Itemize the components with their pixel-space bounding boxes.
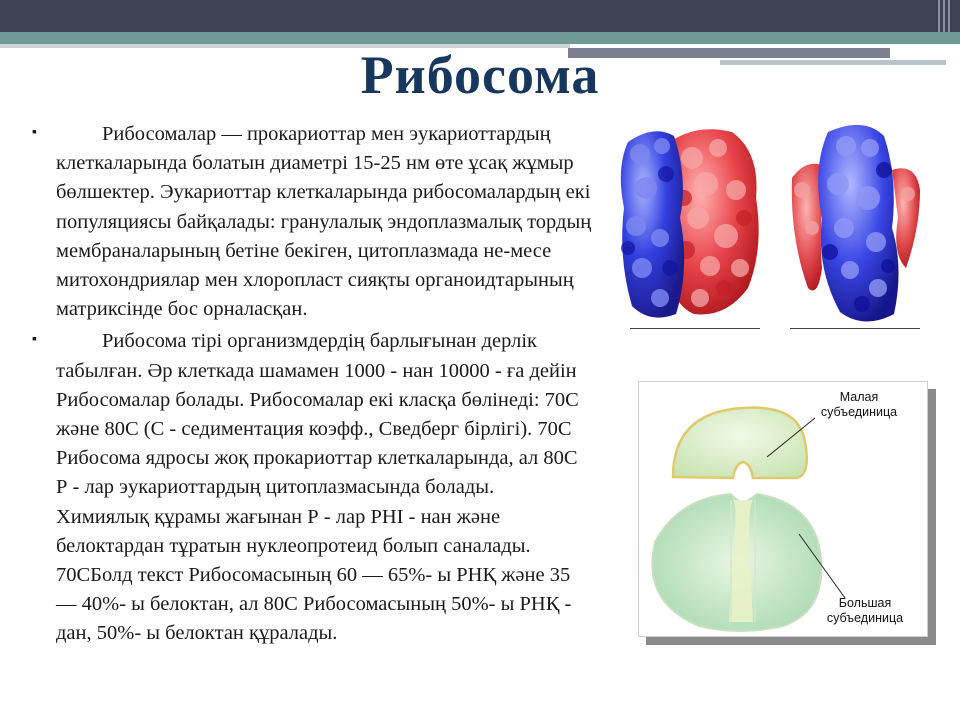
header-teal-band [0, 32, 960, 44]
small-subunit-label [799, 390, 919, 420]
ribosome-3d-model-left [614, 118, 764, 333]
image-baseline-right [790, 328, 920, 329]
paragraph-2-text: Рибосома тірі организмдердің барлығынан дерлік табылған. Әр клеткада шамамен 1000 - нан 10000 - ға дейін Рибосомалар болады. Рибосомалар екі класқа бөлінеді: 70С және 80С (С - седиментация коэфф., Сведберг бірлігі). 70С Рибосома ядросы жоқ прокариоттар клеткаларында, ал 80С Р - лар эукариоттардың цитоплазмасында болады. Химиялық құрамы жағынан Р - лар РНІ - нан және белоктардан тұратын нуклеопротеид болып саналады. 70СБолд текст Рибосомасының 60 — 65%- ы РНҚ және 35 — 40%- ы белоктан, ал 80С Рибосомасының 50%- ы РНҚ - дан, 50%- ы белоктан құралады. [56, 330, 579, 645]
paragraph-2 [32, 327, 592, 648]
image-baseline-left [630, 328, 760, 329]
bullet-icon: ▪ [32, 125, 37, 140]
large-subunit-label-line2: субъединица [826, 611, 904, 625]
ribosome-3d-model-right [788, 118, 932, 333]
slide-title: Рибосома [360, 45, 600, 105]
bullet-icon: ▪ [32, 332, 37, 348]
paragraph-1 [32, 120, 592, 324]
subunit-diagram-frame [638, 381, 928, 637]
small-subunit-shape [673, 408, 807, 478]
large-subunit-label-line1: Большая [838, 596, 892, 610]
small-subunit-label-line2: субъединица [820, 405, 898, 419]
paragraph-1-text: Рибосомалар — прокариоттар мен эукариоттардың клеткаларында болатын диаметрі 15-25 нм өте ұсақ жұмыр бөлшектер. Эукариоттар клеткаларында рибосомалардың екі популяциясы байқалады: гранулалық эндоплазмалық тордың мембраналарының бетіне бекіген, цитоплазмада не-месе митохондриялар мен хлоропласт сияқты органоидтарының матриксінде бос орналасқан. [56, 123, 592, 321]
header-dark-band [0, 0, 960, 32]
body-text [32, 120, 592, 649]
header-corner-lines [938, 0, 952, 32]
small-subunit-label-line1: Малая [839, 390, 879, 404]
large-subunit-label [805, 596, 925, 626]
